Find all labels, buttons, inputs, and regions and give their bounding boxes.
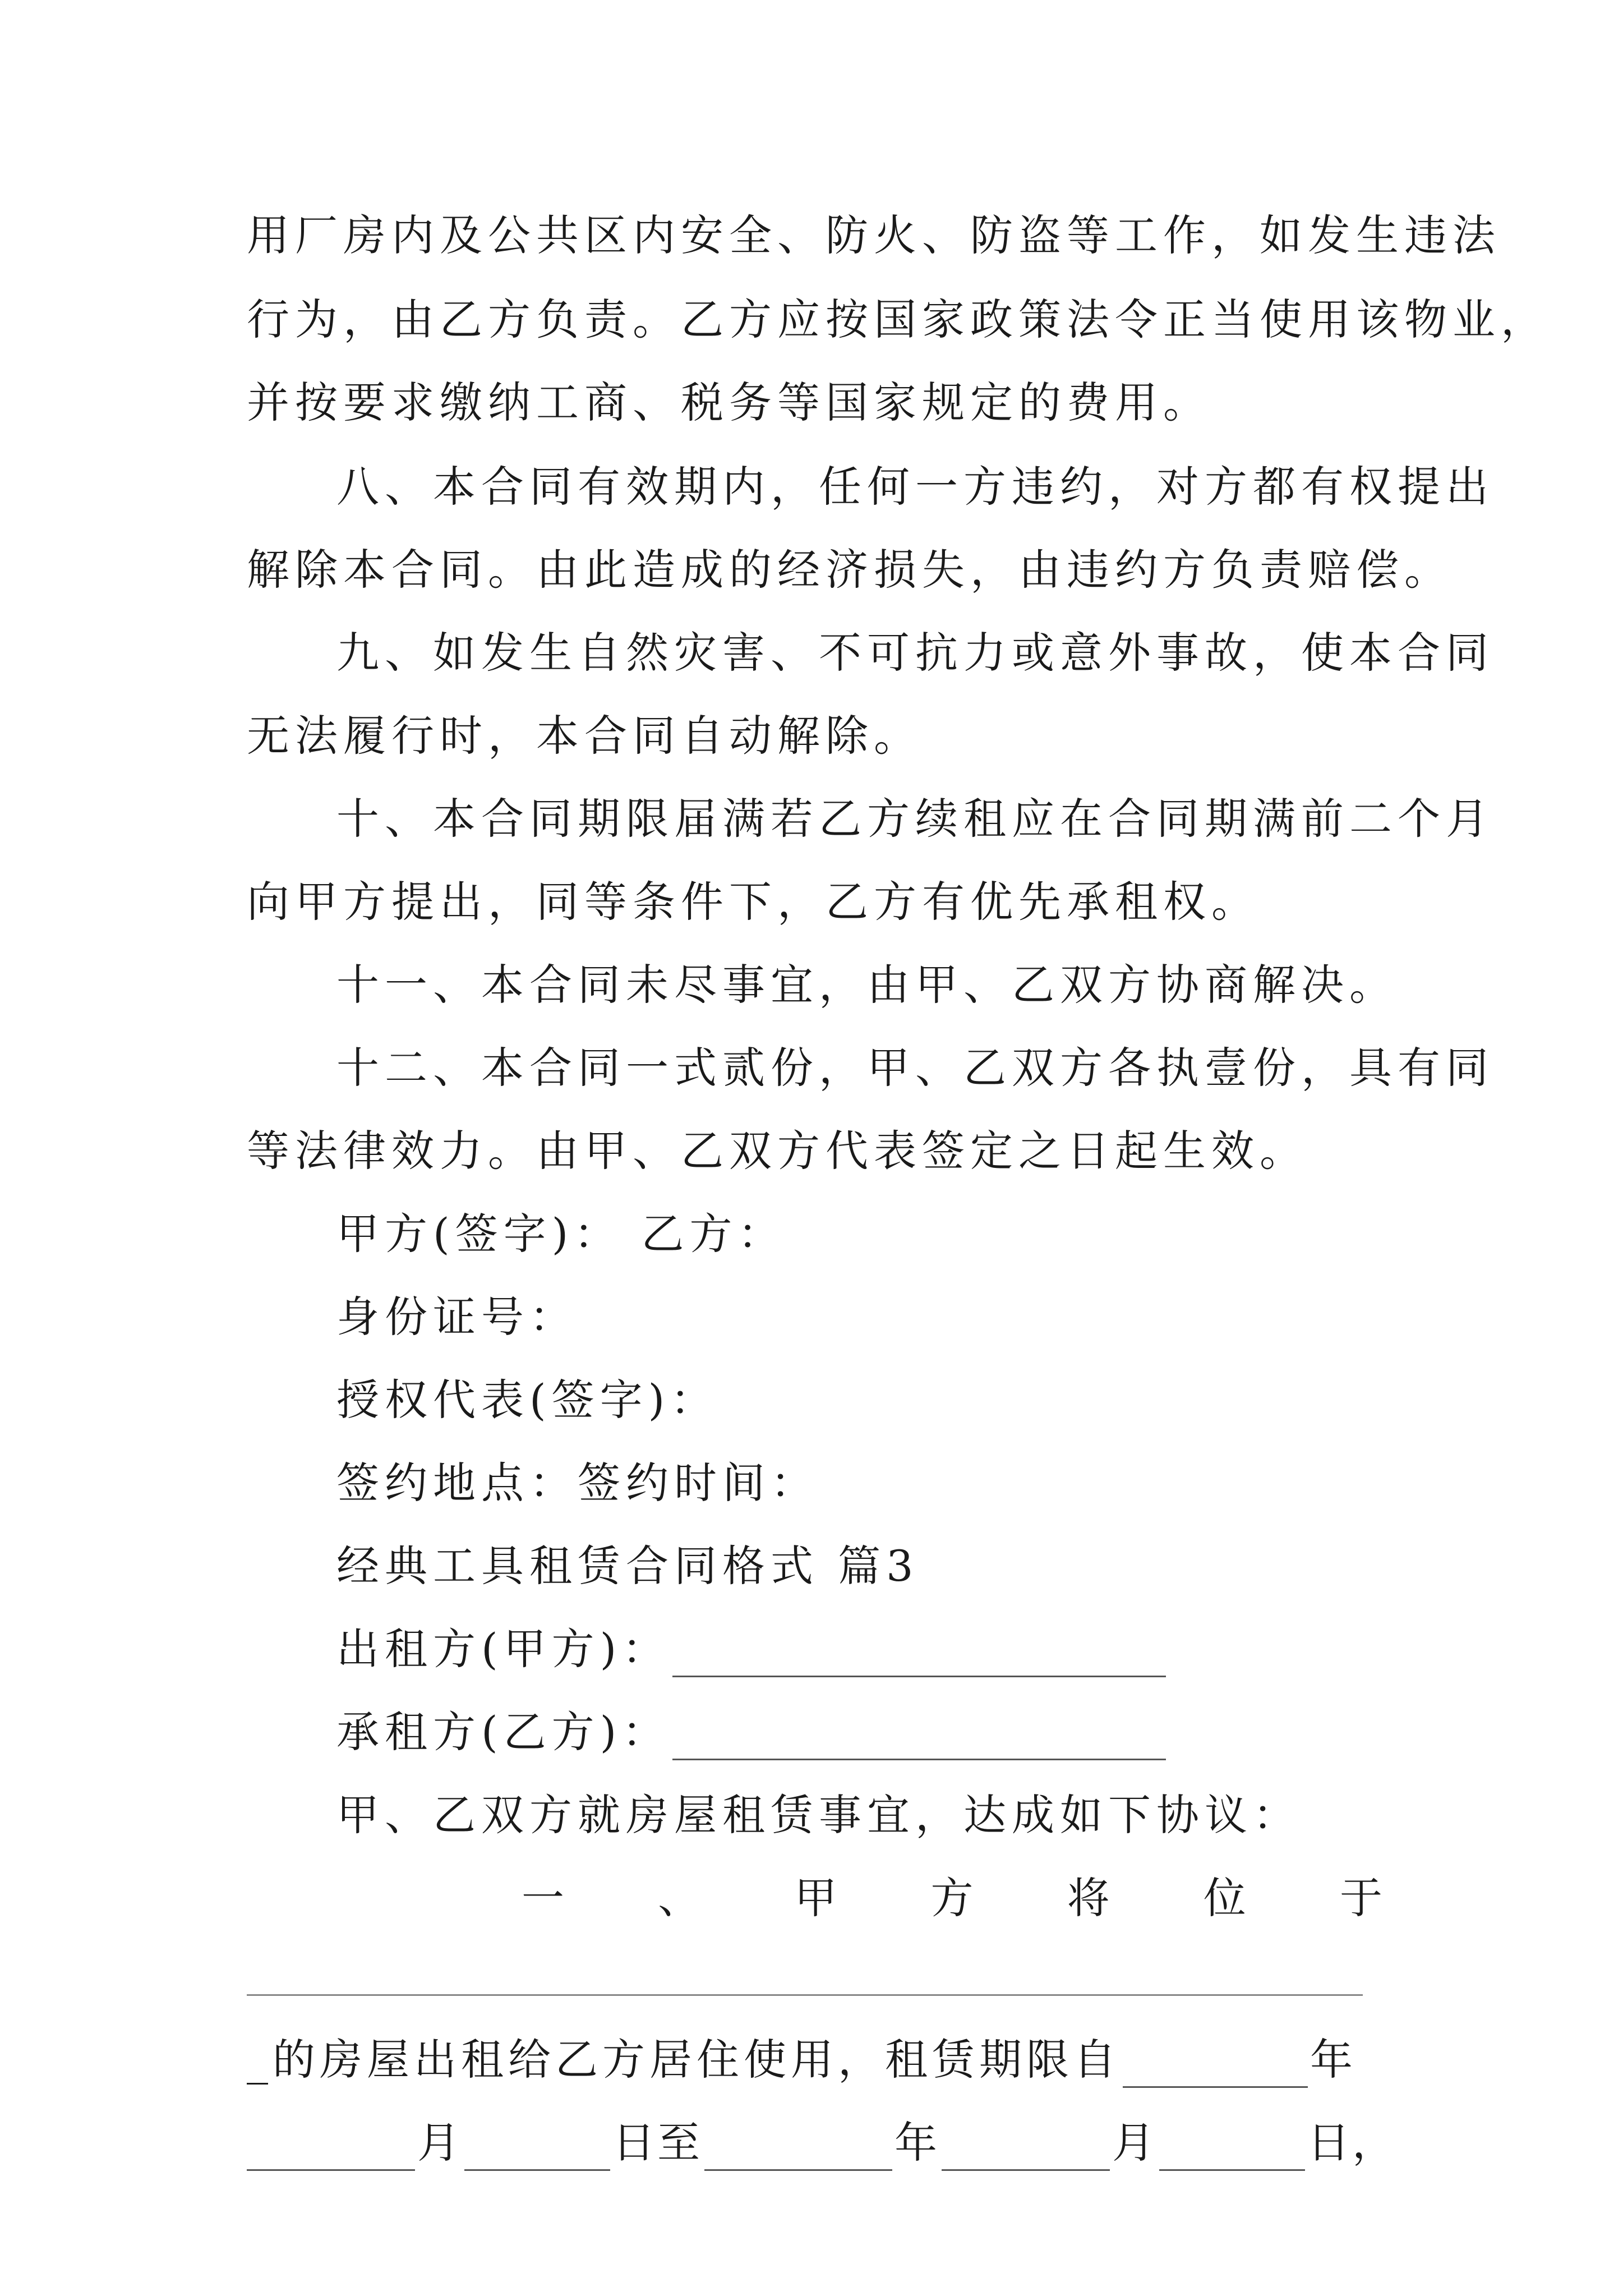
address-blank-line: [247, 1994, 1363, 1996]
end-month-blank: [942, 2130, 1110, 2171]
year-label: 年: [1310, 2035, 1357, 2085]
spread-char: 将: [1067, 1873, 1110, 1923]
lessee-label: 承租方(乙方)：: [336, 1707, 671, 1757]
paragraph-line: 用厂房内及公共区内安全、防火、防盗等工作，如发生违法: [247, 210, 1501, 260]
year-label-2: 年: [895, 2118, 939, 2168]
agreement-intro: 甲、乙双方就房屋租赁事宜，达成如下协议：: [336, 1790, 1301, 1840]
authorized-rep-label: 授权代表(签字)：: [336, 1375, 719, 1425]
paragraph-line: 并按要求缴纳工商、税务等国家规定的费用。: [247, 378, 1211, 427]
paragraph-line: 行为，由乙方负责。乙方应按国家政策法令正当使用该物业，: [247, 295, 1549, 344]
signing-place-time: 签约地点：签约时间：: [336, 1458, 819, 1508]
end-day-blank: [1159, 2130, 1305, 2171]
clause-12: 十二、本合同一式贰份，甲、乙双方各执壹份，具有同: [336, 1043, 1494, 1093]
spread-char: 位: [1203, 1873, 1246, 1923]
month-label: 月: [417, 2118, 462, 2168]
lessee-blank: [672, 1719, 1166, 1760]
day-to-label: 日至: [612, 2118, 702, 2168]
clause-10: 十、本合同期限届满若乙方续租应在合同期满前二个月: [336, 794, 1494, 844]
lease-prefix: _的房屋出租给乙方居住使用，租赁期限自: [247, 2035, 1121, 2085]
spread-char: 于: [1339, 1873, 1382, 1923]
paragraph-line: 无法履行时，本合同自动解除。: [247, 711, 922, 761]
id-number-label: 身份证号：: [336, 1292, 578, 1342]
end-year-blank: [704, 2130, 892, 2171]
spread-char: 一: [522, 1873, 564, 1923]
clause-8: 八、本合同有效期内，任何一方违约，对方都有权提出: [336, 462, 1494, 512]
paragraph-line: 解除本合同。由此造成的经济损失，由违约方负责赔偿。: [247, 545, 1453, 595]
day-label-2: 日，: [1307, 2118, 1397, 2168]
clause-9: 九、如发生自然灾害、不可抗力或意外事故，使本合同: [336, 628, 1494, 678]
start-month-blank: [247, 2130, 415, 2171]
lessor-label: 出租方(甲方)：: [336, 1624, 671, 1674]
section-heading: 经典工具租赁合同格式 篇3: [336, 1541, 919, 1591]
spread-char: 、: [658, 1873, 701, 1923]
start-year-blank: [1123, 2047, 1308, 2088]
paragraph-line: 等法律效力。由甲、乙双方代表签定之日起生效。: [247, 1126, 1308, 1176]
lease-date-line: [247, 2115, 1397, 2171]
party-a-signature: 甲方(签字)： 乙方：: [336, 1209, 786, 1259]
start-day-blank: [464, 2130, 610, 2171]
spread-char: 方: [930, 1873, 974, 1923]
clause-11: 十一、本合同未尽事宜，由甲、乙双方协商解决。: [336, 960, 1398, 1010]
lessor-line: [336, 1621, 1385, 1677]
lease-term-line: [247, 2032, 1385, 2088]
month-label-2: 月: [1112, 2118, 1157, 2168]
paragraph-line: 向甲方提出，同等条件下，乙方有优先承租权。: [247, 877, 1260, 927]
clause-1-spread: [522, 1870, 1382, 1926]
lessee-line: [336, 1704, 1385, 1760]
spread-char: 甲: [794, 1873, 837, 1923]
lessor-blank: [672, 1636, 1166, 1677]
